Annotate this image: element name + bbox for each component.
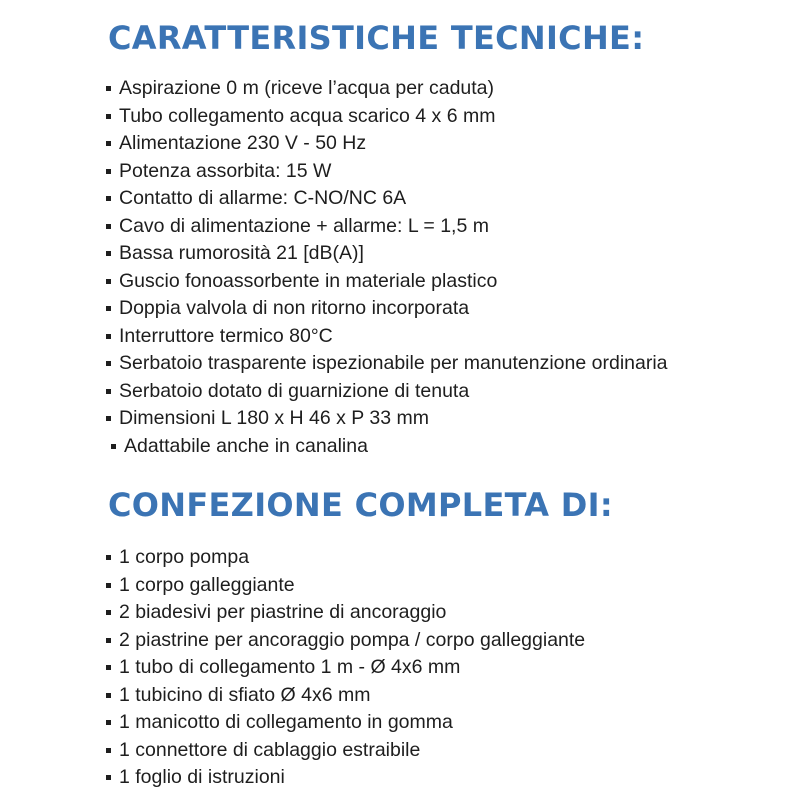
list-item-text: Dimensioni L 180 x H 46 x P 33 mm	[119, 407, 429, 429]
package-contents-list	[106, 544, 585, 792]
list-item	[106, 158, 668, 186]
bullet-icon	[106, 638, 111, 643]
list-item-text: Aspirazione 0 m (riceve l’acqua per caduta)	[119, 77, 495, 99]
list-item	[106, 75, 668, 103]
list-item-text: Guscio fonoassorbente in materiale plastico	[119, 269, 498, 292]
bullet-icon	[106, 114, 111, 119]
list-item-text: Serbatoio dotato di guarnizione di tenuta	[119, 379, 470, 402]
bullet-icon	[111, 444, 116, 449]
bullet-icon	[106, 196, 111, 201]
list-item-text: Contatto di allarme: C-NO/NC 6A	[119, 187, 407, 209]
bullet-icon	[106, 555, 111, 560]
list-item	[106, 185, 668, 213]
list-item-text: 1 connettore di cablaggio estraibile	[119, 738, 421, 761]
list-item-text: Interruttore termico 80°C	[119, 324, 333, 347]
package-contents-heading: CONFEZIONE COMPLETA DI:	[108, 486, 613, 524]
bullet-icon	[106, 334, 111, 339]
list-item-text: 1 foglio di istruzioni	[119, 766, 285, 788]
bullet-icon	[106, 748, 111, 753]
bullet-icon	[106, 306, 111, 311]
list-item-text: Tubo collegamento acqua scarico 4 x 6 mm	[119, 104, 496, 127]
bullet-icon	[106, 279, 111, 284]
list-item	[106, 572, 585, 600]
list-item	[106, 268, 668, 296]
technical-features-heading: CARATTERISTICHE TECNICHE:	[108, 19, 645, 57]
list-item-text: Alimentazione 230 V - 50 Hz	[119, 132, 367, 154]
list-item-text: Bassa rumorosità 21 [dB(A)]	[119, 242, 364, 264]
list-item	[106, 709, 585, 737]
list-item-text: Cavo di alimentazione + allarme: L = 1,5 m	[119, 214, 489, 237]
list-item	[106, 240, 668, 268]
bullet-icon	[106, 86, 111, 91]
list-item-text: 1 corpo galleggiante	[119, 573, 295, 596]
list-item	[106, 544, 585, 572]
list-item	[106, 764, 585, 792]
bullet-icon	[106, 169, 111, 174]
list-item	[106, 350, 668, 378]
bullet-icon	[106, 775, 111, 780]
list-item	[106, 130, 668, 158]
bullet-icon	[106, 416, 111, 421]
bullet-icon	[106, 583, 111, 588]
list-item	[106, 103, 668, 131]
list-item	[106, 433, 668, 461]
list-item-text: 1 manicotto di collegamento in gomma	[119, 711, 453, 733]
list-item	[106, 405, 668, 433]
list-item-text: 1 tubo di collegamento 1 m - Ø 4x6 mm	[119, 656, 461, 678]
bullet-icon	[106, 141, 111, 146]
list-item-text: Potenza assorbita: 15 W	[119, 159, 332, 182]
bullet-icon	[106, 389, 111, 394]
list-item	[106, 378, 668, 406]
bullet-icon	[106, 720, 111, 725]
bullet-icon	[106, 361, 111, 366]
bullet-icon	[106, 693, 111, 698]
list-item	[106, 654, 585, 682]
list-item	[106, 737, 585, 765]
list-item-text: 1 corpo pompa	[119, 546, 250, 568]
list-item-text: Adattabile anche in canalina	[124, 434, 368, 457]
list-item	[106, 213, 668, 241]
list-item	[106, 599, 585, 627]
bullet-icon	[106, 610, 111, 615]
list-item-text: Serbatoio trasparente ispezionabile per manutenzione ordinaria	[119, 352, 668, 374]
list-item	[106, 323, 668, 351]
list-item	[106, 627, 585, 655]
bullet-icon	[106, 224, 111, 229]
list-item	[106, 295, 668, 323]
bullet-icon	[106, 251, 111, 256]
list-item-text: Doppia valvola di non ritorno incorporata	[119, 297, 470, 319]
list-item-text: 1 tubicino di sfiato Ø 4x6 mm	[119, 683, 371, 706]
bullet-icon	[106, 665, 111, 670]
list-item-text: 2 piastrine per ancoraggio pompa / corpo galleggiante	[119, 628, 586, 651]
list-item	[106, 682, 585, 710]
technical-features-list	[106, 75, 668, 460]
list-item-text: 2 biadesivi per piastrine di ancoraggio	[119, 601, 447, 623]
